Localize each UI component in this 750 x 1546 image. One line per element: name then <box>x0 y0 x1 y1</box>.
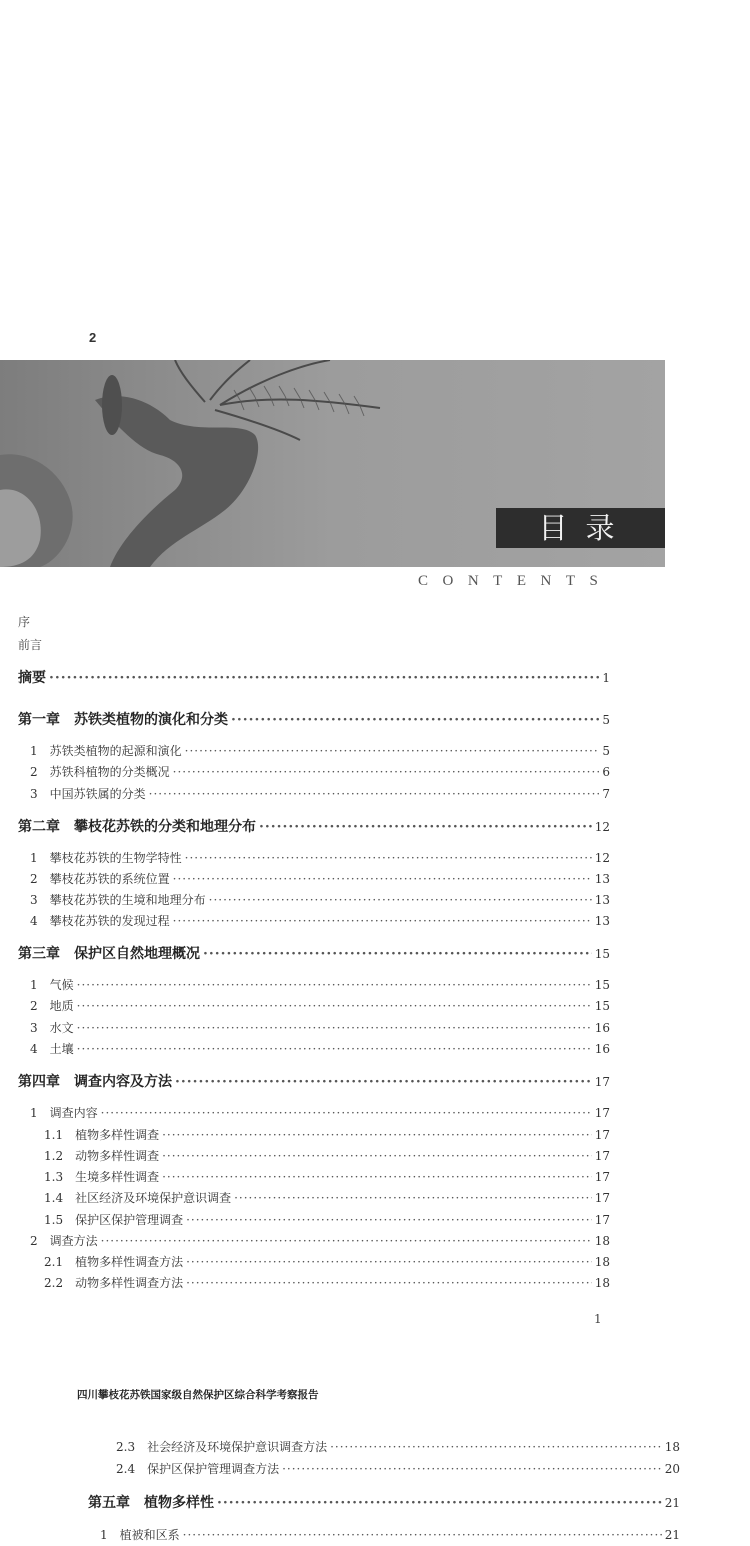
toc-section: 3 攀枝花苏铁的生境和地理分布 ····· 13 <box>30 891 610 908</box>
toc-chapter-2: 第二章 攀枝花苏铁的分类和地理分布 ····· 12 <box>18 816 610 836</box>
toc-section: 2 苏铁科植物的分类概况 ····· 6 <box>30 763 610 780</box>
page-title: 目录 <box>538 511 633 545</box>
toc-subsection: 2.3 社会经济及环境保护意识调查方法 ····· 18 <box>116 1438 680 1455</box>
page-number-top: 2 <box>89 330 97 345</box>
running-head: 四川攀枝花苏铁国家级自然保护区综合科学考察报告 <box>77 1389 319 1401</box>
toc-section: 1 植被和区系 ····· 21 <box>100 1526 680 1543</box>
toc-subsection: 1.5 保护区保护管理调查 ····· 17 <box>44 1211 610 1228</box>
toc-section: 2 调查方法 ····· 18 <box>30 1232 610 1249</box>
contents-subtitle: CONTENTS <box>418 573 613 589</box>
toc-section: 3 水文 ····· 16 <box>30 1019 610 1036</box>
toc-subsection: 2.1 植物多样性调查方法 ····· 18 <box>44 1253 610 1270</box>
page-number-bottom: 1 <box>594 1312 602 1326</box>
cycad-photo-banner <box>0 360 665 567</box>
toc-preface: 序 <box>18 615 31 629</box>
toc-section: 2 攀枝花苏铁的系统位置 ····· 13 <box>30 870 610 887</box>
toc-section: 4 土壤 ····· 16 <box>30 1040 610 1057</box>
toc-subsection: 1.4 社区经济及环境保护意识调查 ····· 17 <box>44 1189 610 1206</box>
toc-section: 4 攀枝花苏铁的发现过程 ····· 13 <box>30 912 610 929</box>
toc-chapter-4: 第四章 调查内容及方法 ····· 17 <box>18 1071 610 1091</box>
toc-section: 1 攀枝花苏铁的生物学特性 ····· 12 <box>30 849 610 866</box>
toc-section: 3 中国苏铁属的分类 ····· 7 <box>30 785 610 802</box>
toc-subsection: 1.3 生境多样性调查 ····· 17 <box>44 1168 610 1185</box>
toc-subsection: 1.2 动物多样性调查 ····· 17 <box>44 1147 610 1164</box>
toc-subsection: 2.4 保护区保护管理调查方法 ····· 20 <box>116 1460 680 1477</box>
toc-section: 1 调查内容 ····· 17 <box>30 1104 610 1121</box>
toc-section: 1 苏铁类植物的起源和演化 ····· 5 <box>30 742 610 759</box>
toc-section: 2 地质 ····· 15 <box>30 997 610 1014</box>
toc-chapter-3: 第三章 保护区自然地理概况 ····· 15 <box>18 943 610 963</box>
toc-chapter-5: 第五章 植物多样性 ····· 21 <box>88 1492 680 1512</box>
toc-chapter-1: 第一章 苏铁类植物的演化和分类 ····· 5 <box>18 709 610 729</box>
toc-foreword: 前言 <box>18 638 43 652</box>
toc-section: 1 气候 ····· 15 <box>30 976 610 993</box>
toc-subsection: 2.2 动物多样性调查方法 ····· 18 <box>44 1274 610 1291</box>
toc-entry-abstract: 摘要 ····· 1 <box>18 667 610 687</box>
title-box <box>496 508 665 548</box>
toc-subsection: 1.1 植物多样性调查 ····· 17 <box>44 1126 610 1143</box>
